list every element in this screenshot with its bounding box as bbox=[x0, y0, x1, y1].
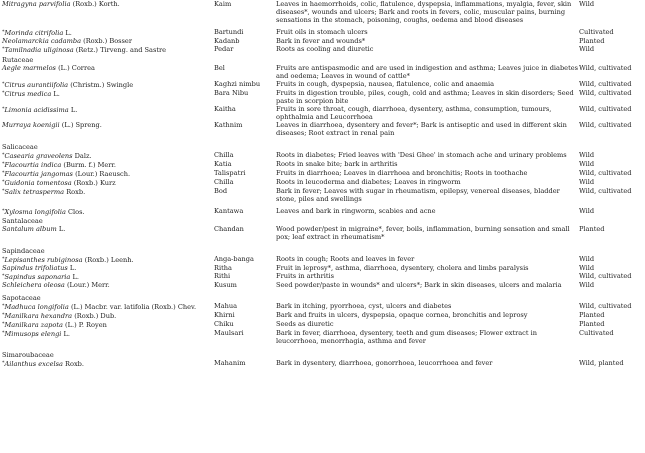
table-row bbox=[0, 151, 645, 160]
medicinal-uses: Seeds as diuretic bbox=[276, 320, 334, 329]
family-heading: Santalaceae bbox=[2, 217, 43, 226]
scientific-name: Citrus medica bbox=[4, 89, 52, 98]
plant-status: Planted bbox=[579, 311, 605, 320]
scientific-name: Flacourtia jangomas bbox=[4, 169, 73, 178]
author-citation: (Roxb.) Bosser bbox=[83, 37, 132, 46]
scientific-name: Santalum album bbox=[2, 225, 57, 234]
author-citation: (Roxb.) Kurz bbox=[73, 178, 116, 187]
species-cell bbox=[0, 121, 214, 129]
author-citation: L. bbox=[58, 225, 66, 234]
local-name: Kadanb bbox=[214, 37, 240, 46]
asterisk-marker: * bbox=[2, 359, 5, 366]
family-heading: Simaroubaceae bbox=[2, 350, 54, 359]
table-row bbox=[0, 359, 645, 368]
medicinal-uses: Fruit oils in stomach ulcers bbox=[276, 28, 368, 37]
table-row bbox=[0, 264, 645, 272]
medicinal-uses: Fruits in cough, dyspepsia, nausea, flatulence, colic and anaemia bbox=[276, 79, 495, 88]
scientific-name: Casearia graveolens bbox=[4, 151, 73, 160]
medicinal-uses: Bark in dysentery, diarrhoea, gonorrhoea, leucorrhoea and fever bbox=[276, 358, 493, 367]
row-spacer bbox=[0, 346, 645, 350]
plant-status: Wild bbox=[579, 207, 595, 216]
plant-status: Wild bbox=[579, 280, 595, 289]
author-citation: (L.) P. Royen bbox=[65, 321, 107, 330]
table-row bbox=[0, 37, 645, 45]
medicinal-uses: Leaves and bark in ringworm, scabies and acne bbox=[276, 207, 436, 216]
local-name: Mahua bbox=[214, 302, 238, 311]
scientific-name: Neolamarckia cadamba bbox=[2, 37, 82, 46]
species-cell bbox=[0, 45, 214, 54]
plant-status: Planted bbox=[579, 225, 605, 234]
plant-status: Planted bbox=[579, 320, 605, 329]
local-name: Chandan bbox=[214, 225, 244, 234]
species-cell bbox=[0, 320, 214, 329]
plant-status: Wild, cultivated bbox=[579, 271, 632, 280]
scientific-name: Citrus aurantiifolia bbox=[4, 80, 69, 89]
asterisk-marker: * bbox=[2, 29, 5, 36]
table-row bbox=[0, 329, 645, 345]
plant-status: Wild, cultivated bbox=[579, 105, 632, 114]
local-name: Chilla bbox=[214, 150, 234, 159]
scientific-name: Guidonia tomentosa bbox=[4, 178, 72, 187]
local-name: Katia bbox=[214, 159, 232, 168]
author-citation: L. bbox=[69, 263, 77, 272]
medicinal-uses: Leaves in diarrhoea, dysentery and fever*; Bark is antiseptic and used in different skin diseases; Root extract in renal pain bbox=[276, 121, 567, 138]
plant-status: Wild bbox=[579, 263, 595, 272]
asterisk-marker: * bbox=[2, 178, 5, 185]
table-row bbox=[0, 121, 645, 137]
plant-status: Planted bbox=[579, 37, 605, 46]
asterisk-marker: * bbox=[2, 106, 5, 113]
asterisk-marker: * bbox=[2, 160, 5, 167]
species-cell bbox=[0, 359, 214, 368]
local-name: Kaghzi nimbu bbox=[214, 79, 261, 88]
medicinal-uses: Bark in itching, pyorrhoea, cyst, ulcers and diabetes bbox=[276, 302, 452, 311]
family-heading: Sapindaceae bbox=[2, 246, 45, 255]
scientific-name: Mimusops elengi bbox=[4, 330, 62, 339]
scientific-name: Flacourtia indica bbox=[4, 160, 62, 169]
table-row bbox=[0, 0, 645, 24]
row-spacer bbox=[0, 242, 645, 246]
scientific-name: Schleichera oleosa bbox=[2, 280, 65, 289]
scientific-name: Tamilnadia uliginosa bbox=[4, 46, 74, 55]
local-name: Rithi bbox=[214, 271, 231, 280]
author-citation: (Roxb.) Dub. bbox=[74, 312, 117, 321]
medicinal-uses: Fruit in leprosy*, asthma, diarrhoea, dysentery, cholera and limbs paralysis bbox=[276, 263, 529, 272]
asterisk-marker: * bbox=[2, 208, 5, 215]
species-cell bbox=[0, 89, 214, 98]
species-cell bbox=[0, 329, 214, 338]
species-cell bbox=[0, 160, 214, 169]
asterisk-marker: * bbox=[2, 46, 5, 53]
asterisk-marker: * bbox=[2, 312, 5, 319]
asterisk-marker: * bbox=[2, 255, 5, 262]
local-name: Kusum bbox=[214, 280, 237, 289]
species-cell bbox=[0, 80, 214, 89]
species-cell bbox=[0, 207, 214, 216]
plant-status: Wild, cultivated bbox=[579, 88, 632, 97]
scientific-name: Murraya koenigii bbox=[2, 121, 60, 130]
plant-status: Wild, cultivated bbox=[579, 168, 632, 177]
table-row bbox=[0, 272, 645, 281]
asterisk-marker: * bbox=[2, 80, 5, 87]
table-row bbox=[0, 281, 645, 289]
author-citation: (Retz.) Tirveng. and Sastre bbox=[75, 46, 167, 55]
medicinal-uses: Fruits in sore throat, cough, diarrhoea, dysentery, asthma, consumption, tumours, ophthalmia and Leucorrhoea bbox=[276, 105, 552, 122]
plant-status: Wild, cultivated bbox=[579, 121, 632, 130]
species-cell bbox=[0, 264, 214, 272]
medicinal-uses: Bark in fever, diarrhoea, dysentery, teeth and gum diseases; Flower extract in leucorrhoea, menorrhagia, asthma and fever bbox=[276, 329, 537, 346]
plant-status: Wild bbox=[579, 159, 595, 168]
asterisk-marker: * bbox=[2, 169, 5, 176]
table-row bbox=[0, 255, 645, 264]
scientific-name: Salix tetrasperma bbox=[4, 187, 65, 196]
asterisk-marker: * bbox=[2, 272, 5, 279]
plant-status: Wild bbox=[579, 0, 595, 8]
species-cell bbox=[0, 178, 214, 187]
local-name: Bartundi bbox=[214, 28, 244, 37]
table-row bbox=[0, 105, 645, 121]
author-citation: (Roxb.) Korth. bbox=[72, 0, 120, 8]
species-cell bbox=[0, 37, 214, 45]
author-citation: (Christm.) Swingle bbox=[70, 80, 134, 89]
scientific-name: Manilkara hexandra bbox=[4, 312, 73, 321]
author-citation: Clos. bbox=[68, 208, 85, 217]
table-row bbox=[0, 89, 645, 105]
author-citation: L. bbox=[70, 106, 78, 115]
medicinal-uses: Roots as cooling and diuretic bbox=[276, 45, 374, 54]
local-name: Mahanim bbox=[214, 358, 246, 367]
author-citation: L. bbox=[65, 29, 72, 38]
plant-status: Wild bbox=[579, 254, 595, 263]
author-citation: L. bbox=[53, 89, 60, 98]
family-heading: Rutaceae bbox=[2, 55, 34, 64]
author-citation: Dalz. bbox=[74, 151, 92, 160]
table-row bbox=[0, 80, 645, 89]
plant-status: Wild bbox=[579, 177, 595, 186]
table-row bbox=[0, 187, 645, 203]
plant-status: Wild, planted bbox=[579, 358, 624, 367]
local-name: Kathnim bbox=[214, 121, 243, 130]
table-row bbox=[0, 45, 645, 54]
table-row bbox=[0, 28, 645, 37]
species-cell bbox=[0, 272, 214, 281]
family-heading: Salicaceae bbox=[2, 142, 38, 151]
medicinal-uses: Roots in diabetes; Fried leaves with 'Desi Ghee' in stomach ache and urinary problems bbox=[276, 150, 567, 159]
species-cell bbox=[0, 281, 214, 289]
local-name: Talispatri bbox=[214, 168, 246, 177]
asterisk-marker: * bbox=[2, 303, 5, 310]
table-row bbox=[0, 311, 645, 320]
scientific-name: Mitragyna parvifolia bbox=[2, 0, 71, 8]
table-row bbox=[0, 160, 645, 169]
local-name: Kaitha bbox=[214, 105, 236, 114]
author-citation: L. bbox=[72, 272, 79, 281]
table-row bbox=[0, 178, 645, 187]
species-cell bbox=[0, 169, 214, 178]
medicinal-uses: Roots in cough; Roots and leaves in fever bbox=[276, 254, 415, 263]
author-citation: L. bbox=[63, 330, 70, 339]
scientific-name: Aegle marmelos bbox=[2, 63, 56, 72]
species-cell bbox=[0, 255, 214, 264]
plant-status: Wild, cultivated bbox=[579, 186, 632, 195]
local-name: Chilla bbox=[214, 177, 234, 186]
species-cell bbox=[0, 0, 214, 8]
medicinal-uses: Leaves in haemorrhoids, colic, flatulence, dyspepsia, inflammations, myalgia, fever, skin diseases*, wounds and ulcers; Bark and roots in fevers, colic, muscular pains, burning sensations in the stomach, poisoning, coughs, oedema and blood diseases bbox=[276, 0, 572, 25]
local-name: Bel bbox=[214, 63, 225, 72]
species-cell bbox=[0, 311, 214, 320]
plant-status: Wild, cultivated bbox=[579, 79, 632, 88]
local-name: Pedar bbox=[214, 45, 234, 54]
local-name: Khirni bbox=[214, 311, 235, 320]
author-citation: (L.) Correa bbox=[58, 63, 95, 72]
author-citation: (L.) Spreng. bbox=[61, 121, 102, 130]
scientific-name: Xylosma longifolia bbox=[4, 208, 66, 217]
plant-status: Cultivated bbox=[579, 28, 614, 37]
table-row bbox=[0, 320, 645, 329]
plant-status: Wild, cultivated bbox=[579, 302, 632, 311]
medicinal-uses: Fruits in digestion trouble, piles, cough, cold and asthma; Leaves in skin disorders; Seed paste in scorpion bite bbox=[276, 88, 574, 106]
scientific-name: Madhuca longifolia bbox=[4, 303, 69, 312]
asterisk-marker: * bbox=[2, 89, 5, 96]
species-cell bbox=[0, 28, 214, 37]
author-citation: (Lour.) Raeusch. bbox=[75, 169, 131, 178]
species-cell bbox=[0, 64, 214, 72]
medicinal-uses: Roots in leucoderma and diabetes; Leaves in ringworm bbox=[276, 177, 461, 186]
table-row bbox=[0, 169, 645, 178]
author-citation: (Burm. f.) Merr. bbox=[63, 160, 116, 169]
local-name: Anga-banga bbox=[214, 254, 254, 263]
scientific-name: Ailanthus excelsa bbox=[4, 359, 63, 368]
local-name: Kantawa bbox=[214, 207, 244, 216]
author-citation: Roxb. bbox=[66, 187, 86, 196]
local-name: Ritha bbox=[214, 263, 232, 272]
asterisk-marker: * bbox=[2, 330, 5, 337]
scientific-name: Limonia acidissima bbox=[4, 106, 69, 115]
local-name: Bara Nibu bbox=[214, 88, 249, 97]
species-cell bbox=[0, 225, 214, 233]
medicinal-uses: Seed powder/paste in wounds* and ulcers*; Bark in skin diseases, ulcers and malaria bbox=[276, 280, 562, 289]
author-citation: (Lour.) Merr. bbox=[66, 280, 110, 289]
asterisk-marker: * bbox=[2, 151, 5, 158]
scientific-name: Sapindus trifoliatus bbox=[2, 263, 68, 272]
species-cell bbox=[0, 151, 214, 160]
medicinal-uses: Roots in snake bite; bark in arthritis bbox=[276, 159, 398, 168]
local-name: Chiku bbox=[214, 320, 234, 329]
medicinal-uses: Wood powder/pest in migraine*, fever, boils, inflammation, burning sensation and small pox; leaf extract in rheumatism* bbox=[276, 225, 570, 242]
medicinal-uses: Fruits in diarrhoea; Leaves in diarrhoea and bronchitis; Roots in toothache bbox=[276, 168, 528, 177]
scientific-name: Lepisanthes rubiginosa bbox=[4, 255, 83, 264]
species-cell bbox=[0, 105, 214, 114]
species-cell bbox=[0, 302, 214, 311]
author-citation: Roxb. bbox=[65, 359, 85, 368]
table-row bbox=[0, 225, 645, 241]
plant-status: Wild bbox=[579, 150, 595, 159]
author-citation: (Roxb.) Leenh. bbox=[84, 255, 134, 264]
plant-status: Wild bbox=[579, 45, 595, 54]
row-spacer bbox=[0, 289, 645, 293]
scientific-name: Sapindus saponaria bbox=[4, 272, 71, 281]
medicinal-uses: Bark in fever and wounds* bbox=[276, 37, 366, 46]
scientific-name: Morinda citrifolia bbox=[4, 29, 64, 38]
medicinal-uses: Fruits in arthritis bbox=[276, 271, 335, 280]
table-row bbox=[0, 207, 645, 216]
local-name: Maulsari bbox=[214, 329, 244, 338]
species-cell bbox=[0, 187, 214, 196]
medicinal-uses: Bark in fever; Leaves with sugar in rheumatism, epilepsy, venereal diseases, bladder stone, piles and swellings bbox=[276, 186, 560, 204]
medicinal-uses: Fruits are antispasmodic and are used in indigestion and asthma; Leaves juice in diabetes and oedema; Leaves in wound of cattle* bbox=[276, 63, 579, 80]
local-name: Bod bbox=[214, 186, 228, 195]
plant-status: Cultivated bbox=[579, 329, 614, 338]
row-spacer bbox=[0, 138, 645, 142]
asterisk-marker: * bbox=[2, 187, 5, 194]
plant-status: Wild, cultivated bbox=[579, 63, 632, 72]
table-row bbox=[0, 64, 645, 80]
author-citation: (L.) Macbr. var. latifolia (Roxb.) Chev. bbox=[70, 303, 197, 312]
asterisk-marker: * bbox=[2, 321, 5, 328]
scientific-name: Manilkara zapota bbox=[4, 321, 63, 330]
family-heading: Sapotaceae bbox=[2, 294, 41, 302]
medicinal-uses: Bark and fruits in ulcers, dyspepsia, opaque cornea, bronchitis and leprosy bbox=[276, 311, 528, 320]
table-row bbox=[0, 302, 645, 311]
local-name: Kaim bbox=[214, 0, 232, 8]
